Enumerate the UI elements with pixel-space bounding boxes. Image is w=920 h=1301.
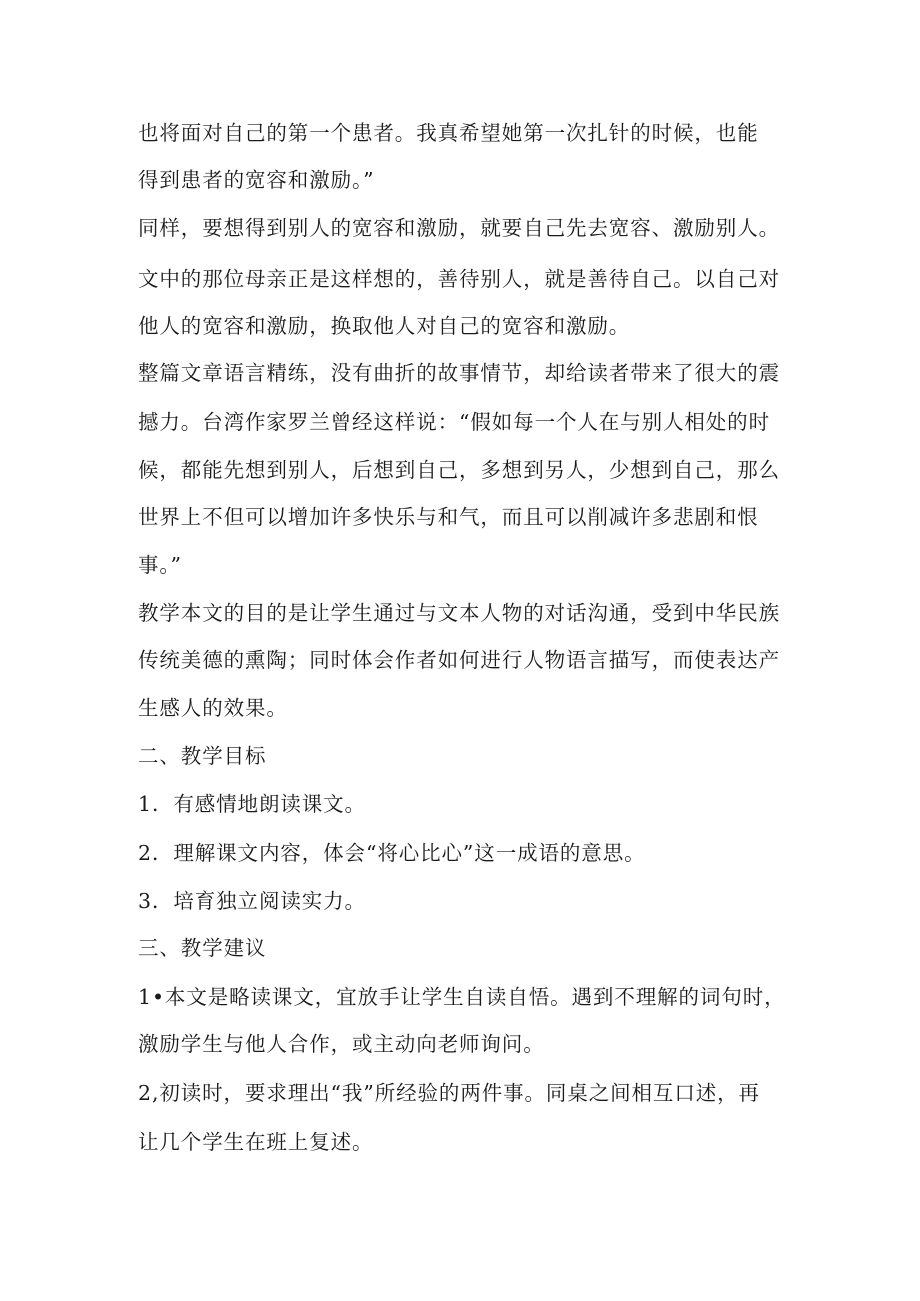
text-line: 同样，要想得到别人的宽容和激励，就要自己先去宽容、激励别人。 <box>138 216 780 240</box>
text-line: 生感人的效果。 <box>138 696 288 720</box>
list-item: 2,初读时，要求理出“我”所经验的两件事。同桌之间相互口述，再 <box>138 1081 760 1105</box>
text-line: 文中的那位母亲正是这样想的，善待别人，就是善待自己。以自己对 <box>138 267 780 291</box>
text-line: 撼力。台湾作家罗兰曾经这样说：“假如每一个人在与别人相处的时 <box>138 410 770 434</box>
text-line: 激励学生与他人合作，或主动向老师询问。 <box>138 1032 545 1056</box>
text-line: 世界上不但可以增加许多快乐与和气，而且可以削减许多悲剧和恨 <box>138 505 759 529</box>
text-line: 让几个学生在班上复述。 <box>138 1130 374 1154</box>
text-line: 他人的宽容和激励，换取他人对自己的宽容和激励。 <box>138 314 631 338</box>
text-line: 事。” <box>138 553 182 577</box>
text-line: 候，都能先想到别人，后想到自己，多想到另人，少想到自己，那么 <box>138 458 780 482</box>
text-line: 教学本文的目的是让学生通过与文本人物的对话沟通，受到中华民族 <box>138 601 780 625</box>
list-item: 1．有感情地朗读课文。 <box>138 792 366 816</box>
text-line: 整篇文章语言精练，没有曲折的故事情节，却给读者带来了很大的震 <box>138 361 780 385</box>
list-item: 2．理解课文内容，体会“将心比心”这一成语的意思。 <box>138 841 646 865</box>
list-item: 1•本文是略读课文，宜放手让学生自读自悟。遇到不理解的词句时， <box>138 985 786 1009</box>
text-line: 得到患者的宽容和激励。” <box>138 168 375 192</box>
text-line: 也将面对自己的第一个患者。我真希望她第一次扎针的时候，也能 <box>138 121 759 145</box>
text-line: 传统美德的熏陶；同时体会作者如何进行人物语言描写，而使表达产 <box>138 648 780 672</box>
section-heading: 二、教学目标 <box>138 744 267 768</box>
list-item: 3．培育独立阅读实力。 <box>138 889 366 913</box>
section-heading: 三、教学建议 <box>138 936 267 960</box>
